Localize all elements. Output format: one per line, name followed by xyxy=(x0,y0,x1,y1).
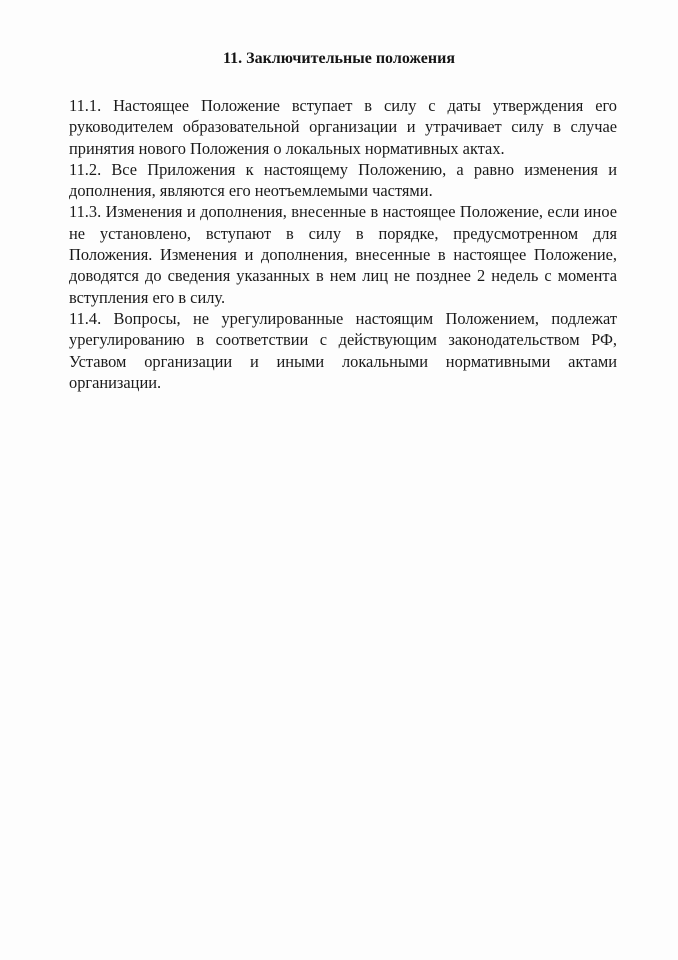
clause-11-2: 11.2. Все Приложения к настоящему Положению, а равно изменения и дополнения, являются его неотъемлемыми частями. xyxy=(69,159,617,201)
clause-11-1: 11.1. Настоящее Положение вступает в силу с даты утверждения его руководителем образовательной организации и утрачивает силу в случае принятия нового Положения о локальных нормативных актах. xyxy=(69,96,617,158)
section-title: 11. Заключительные положения xyxy=(223,50,455,67)
section-body xyxy=(69,95,617,393)
clause-11-3: 11.3. Изменения и дополнения, внесенные в настоящее Положение, если иное не установлено, вступают в силу в порядке, предусмотренном для Положения. Изменения и дополнения, внесенные в настоящее Положение, доводятся до сведения указанных в нем лиц не позднее 2 недель с момента вступления его в силу. xyxy=(69,202,617,307)
clause-11-4: 11.4. Вопросы, не урегулированные настоящим Положением, подлежат урегулированию в соответствии с действующим законодательством РФ, Уставом организации и иными локальными нормативными актами организации. xyxy=(69,308,617,392)
